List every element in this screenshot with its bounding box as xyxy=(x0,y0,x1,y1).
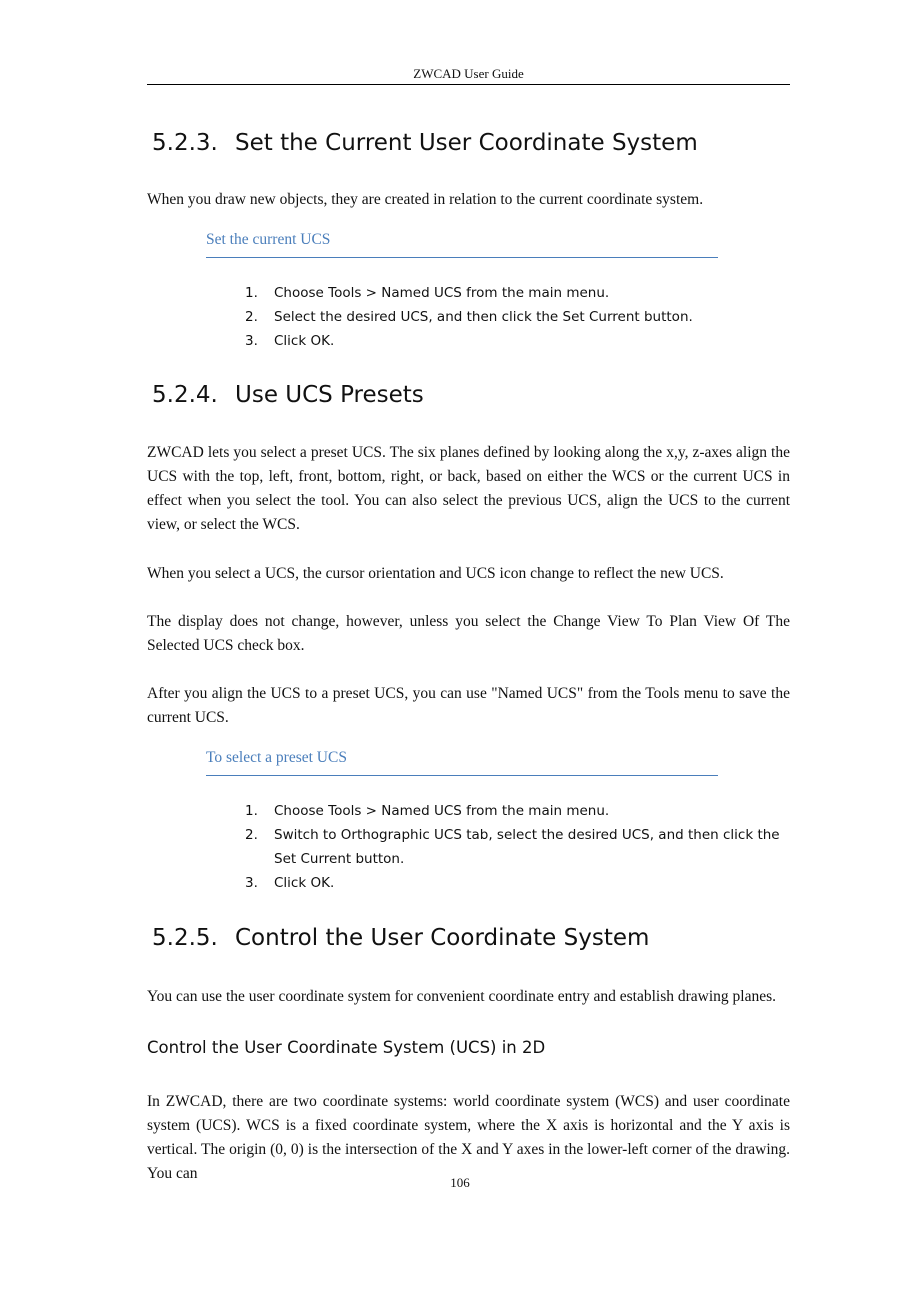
page-number: 106 xyxy=(450,1175,470,1190)
procedure-steps xyxy=(245,281,790,353)
step-item xyxy=(245,799,790,823)
section-title: Control the User Coordinate System xyxy=(235,925,650,951)
procedure-heading: Set the current UCS xyxy=(206,231,718,258)
step-item xyxy=(245,329,790,353)
procedure-steps xyxy=(245,799,790,895)
section-intro-paragraph: You can use the user coordinate system for convenient coordinate entry and establish drawing planes. xyxy=(147,988,777,1005)
step-text: Click OK. xyxy=(274,333,335,349)
subsection-heading: Control the User Coordinate System (UCS) in 2D xyxy=(147,1038,546,1057)
section-title: Set the Current User Coordinate System xyxy=(235,130,698,156)
step-item xyxy=(245,305,790,329)
body-paragraph: In ZWCAD, there are two coordinate systems: world coordinate system (WCS) and user coordinate system (UCS). WCS is a fixed coordinate system, where the X axis is horizontal and the Y axis is vertical. The origin (0, 0) is the intersection of the X and Y axes in the lower-left corner of the drawing. You can xyxy=(147,1093,790,1182)
step-number: 2. xyxy=(245,827,258,843)
body-paragraph: The display does not change, however, unless you select the Change View To Plan View Of The Selected UCS check box. xyxy=(147,613,790,654)
section-intro-paragraph: When you draw new objects, they are created in relation to the current coordinate system. xyxy=(147,191,704,208)
section-heading-5-2-5 xyxy=(152,925,649,951)
step-text: Choose Tools > Named UCS from the main menu. xyxy=(274,803,610,819)
procedure-heading: To select a preset UCS xyxy=(206,749,718,776)
step-text: Click OK. xyxy=(274,875,335,891)
step-text: Switch to Orthographic UCS tab, select the desired UCS, and then click the Set Current button. xyxy=(274,827,780,867)
section-number: 5.2.3. xyxy=(152,130,218,156)
section-heading-5-2-3 xyxy=(152,130,698,156)
section-heading-5-2-4 xyxy=(152,382,424,408)
section-number: 5.2.4. xyxy=(152,382,218,408)
section-title: Use UCS Presets xyxy=(235,382,424,408)
body-paragraph: After you align the UCS to a preset UCS, you can use "Named UCS" from the Tools menu to save the current UCS. xyxy=(147,685,790,726)
step-number: 1. xyxy=(245,803,258,819)
step-item xyxy=(245,823,790,871)
step-text: Select the desired UCS, and then click the Set Current button. xyxy=(274,309,693,325)
step-number: 2. xyxy=(245,309,258,325)
step-number: 3. xyxy=(245,333,258,349)
step-number: 1. xyxy=(245,285,258,301)
body-paragraph: ZWCAD lets you select a preset UCS. The six planes defined by looking along the x,y, z-axes align the UCS with the top, left, front, bottom, right, or back, based on either the WCS or the current UCS in effect when you select the tool. You can also select the previous UCS, align the UCS to the current view, or select the WCS. xyxy=(147,444,790,533)
step-text: Choose Tools > Named UCS from the main menu. xyxy=(274,285,610,301)
step-item xyxy=(245,871,790,895)
body-paragraph: When you select a UCS, the cursor orientation and UCS icon change to reflect the new UCS. xyxy=(147,565,724,582)
running-header: ZWCAD User Guide xyxy=(147,66,790,85)
step-item xyxy=(245,281,790,305)
step-number: 3. xyxy=(245,875,258,891)
section-number: 5.2.5. xyxy=(152,925,218,951)
